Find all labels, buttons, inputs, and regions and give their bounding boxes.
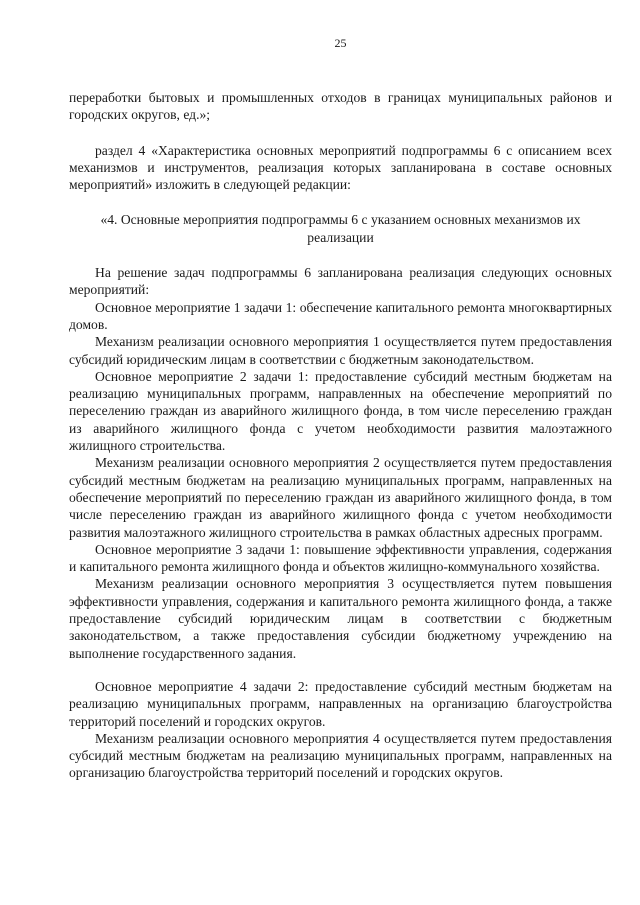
document-body [69, 89, 612, 782]
paragraph-section-instruction: раздел 4 «Характеристика основных мероприятий подпрограммы 6 с описанием всех механизмов и инструментов, реализация которых запланирована в составе основных мероприятий» изложить в следующей редакции: [69, 142, 612, 193]
paragraph-mechanism-2: Механизм реализации основного мероприятия 2 осуществляется путем предоставления субсидий местным бюджетам на реализацию муниципальных программ, направленных на обеспечение мероприятий по переселению граждан из аварийного жилищного фонда, в том числе переселению граждан из аварийного жилищного фонда с учетом необходимости развития малоэтажного жилищного строительства в рамках областных адресных программ. [69, 455, 612, 540]
page-number: 25 [334, 36, 347, 50]
spacer [69, 193, 612, 211]
spacer [69, 124, 612, 142]
spacer [69, 662, 612, 678]
paragraph-mechanism-4: Механизм реализации основного мероприятия 4 осуществляется путем предоставления субсидий местным бюджетам на реализацию муниципальных программ, направленных на организацию благоустройства территорий поселений и городских округов. [69, 730, 612, 781]
paragraph-mechanism-1: Механизм реализации основного мероприятия 1 осуществляется путем предоставления субсидий юридическим лицам в соответствии с бюджетным законодательством. [69, 334, 612, 367]
paragraph-mechanism-3: Механизм реализации основного мероприятия 3 осуществляется путем повышения эффективности управления, содержания и капитального ремонта жилищного фонда, а также предоставление субсидий юридическим лицам в соответствии с бюджетным законодательством, а также предоставления субсидии бюджетному учреждению на выполнение государственного задания. [69, 576, 612, 661]
paragraph-continuation: переработки бытовых и промышленных отходов в границах муниципальных районов и городских округов, ед.»; [69, 90, 612, 123]
paragraph-measure-2: Основное мероприятие 2 задачи 1: предоставление субсидий местным бюджетам на реализацию муниципальных программ, направленных на обеспечение мероприятий по переселению граждан из аварийного жилищного фонда, в том числе переселению граждан из аварийного жилищного фонда с учетом необходимости развития малоэтажного жилищного строительства. [69, 368, 612, 454]
spacer [69, 246, 612, 264]
paragraph-intro: На решение задач подпрограммы 6 запланирована реализация следующих основных мероприятий: [69, 265, 612, 298]
paragraph-measure-3: Основное мероприятие 3 задачи 1: повышение эффективности управления, содержания и капитального ремонта жилищного фонда и объектов жилищно-коммунального хозяйства. [69, 541, 612, 575]
section-heading: «4. Основные мероприятия подпрограммы 6 с указанием основных механизмов их реализации [100, 212, 581, 245]
paragraph-measure-1: Основное мероприятие 1 задачи 1: обеспечение капитального ремонта многоквартирных домов. [69, 299, 612, 332]
paragraph-measure-4: Основное мероприятие 4 задачи 2: предоставление субсидий местным бюджетам на реализацию муниципальных программ, направленных на организацию благоустройства территорий поселений и городских округов. [69, 678, 612, 729]
